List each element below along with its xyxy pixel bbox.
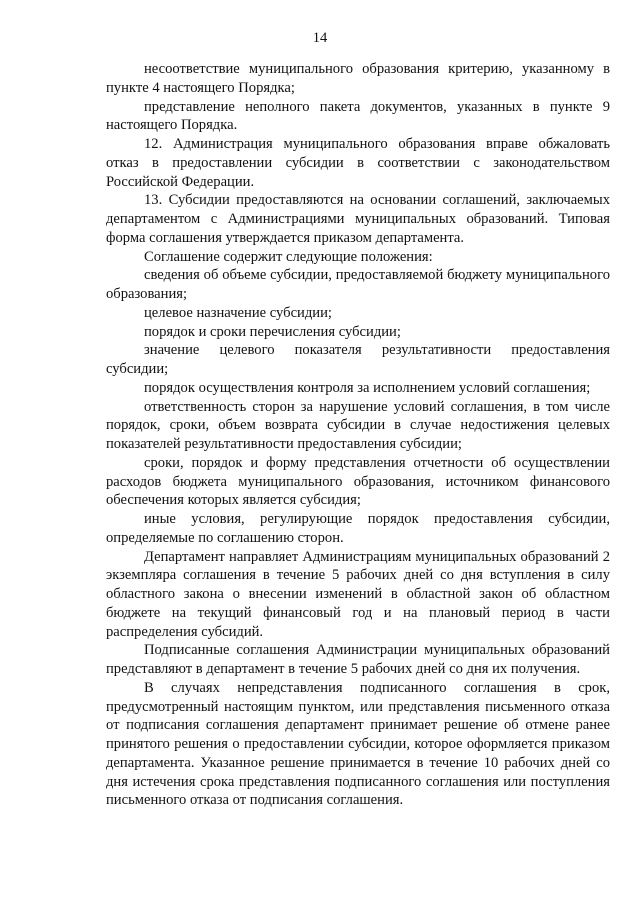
paragraph-clause-12: 12. Администрация муниципального образования вправе обжаловать отказ в предоставлении субсидии в соответствии с законодательством Российской Федерации. bbox=[106, 136, 610, 190]
document-body bbox=[106, 60, 610, 810]
paragraph-criterion-mismatch: несоответствие муниципального образования критерию, указанному в пункте 4 настоящего Порядка; bbox=[106, 61, 610, 96]
paragraph-incomplete-documents: представление неполного пакета документов, указанных в пункте 9 настоящего Порядка. bbox=[106, 98, 610, 134]
page-number: 14 bbox=[312, 30, 328, 46]
paragraph-control-procedure: порядок осуществления контроля за исполнением условий соглашения; bbox=[144, 379, 591, 396]
paragraph-other-conditions: иные условия, регулирующие порядок предоставления субсидии, определяемые по соглашению сторон. bbox=[106, 511, 610, 546]
paragraph-department-sends: Департамент направляет Администрациям муниципальных образований 2 экземпляра соглашения в течение 5 рабочих дней со дня вступления в силу областного закона о внесении изменений в областной закон об областном бюджете на текущий финансовый год и на плановый период в части распределения субсидий. bbox=[106, 548, 610, 640]
paragraph-agreement-contains: Соглашение содержит следующие положения: bbox=[144, 248, 433, 265]
paragraph-non-submission: В случаях непредставления подписанного соглашения в срок, предусмотренный настоящим пунктом, или представления письменного отказа от подписания соглашения департамент принимает решение об отмене ранее принятого решения о предоставлении субсидии, которое оформляется приказом департамента. Указанное решение принимается в течение 10 рабочих дней со дня истечения срока представления подписанного соглашения или поступления письменного отказа от подписания соглашения. bbox=[106, 679, 610, 809]
paragraph-transfer-terms: порядок и сроки перечисления субсидии; bbox=[144, 323, 401, 340]
paragraph-purpose: целевое назначение субсидии; bbox=[144, 304, 332, 321]
paragraph-signed-agreements: Подписанные соглашения Администрации муниципальных образований представляют в департамент в течение 5 рабочих дней со дня их получения. bbox=[106, 642, 610, 677]
paragraph-responsibility: ответственность сторон за нарушение условий соглашения, в том числе порядок, сроки, объем возврата субсидии в случае недостижения целевых показателей результативности предоставления субсидии; bbox=[106, 398, 610, 452]
paragraph-target-indicator: значение целевого показателя результативности предоставления субсидии; bbox=[106, 342, 610, 377]
paragraph-subsidy-volume: сведения об объеме субсидии, предоставляемой бюджету муниципального образования; bbox=[106, 267, 610, 302]
paragraph-reporting: сроки, порядок и форму представления отчетности об осуществлении расходов бюджета муниципального образования, источником финансового обеспечения которых является субсидия; bbox=[106, 454, 610, 509]
paragraph-clause-13: 13. Субсидии предоставляются на основании соглашений, заключаемых департаментом с Администрациями муниципальных образований. Типовая форма соглашения утверждается приказом департамента. bbox=[106, 192, 610, 246]
